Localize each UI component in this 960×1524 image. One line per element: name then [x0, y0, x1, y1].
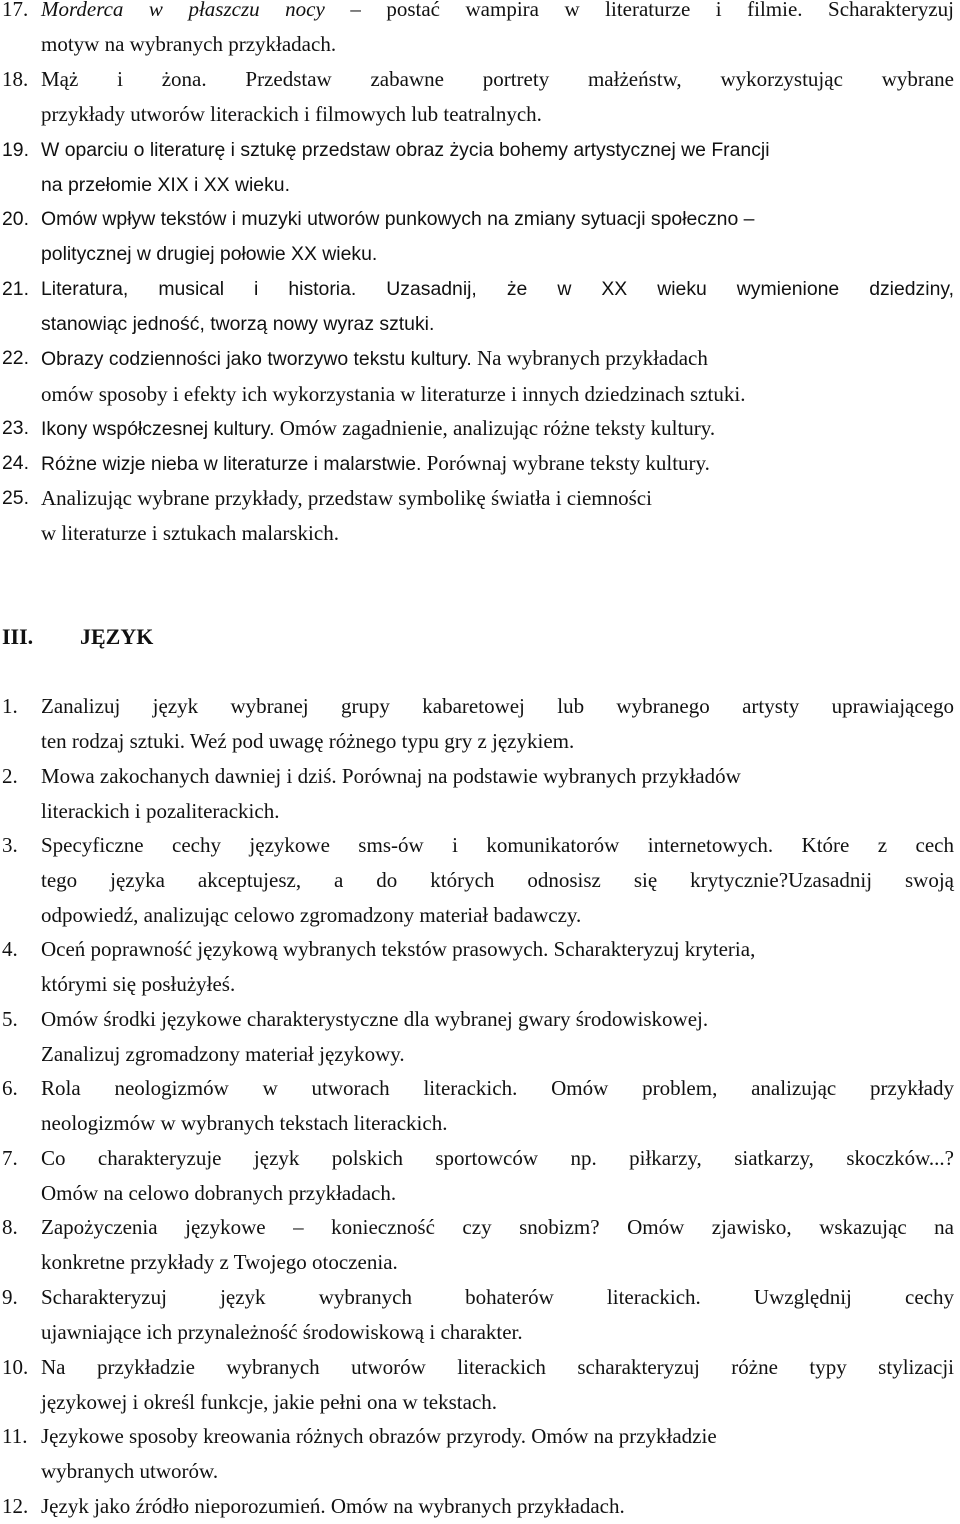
language-item-12: 12. Język jako źródło nieporozumień. Omów na wybranych przykładach. [2, 1489, 954, 1524]
language-item-7: 7. Co charakteryzuje język polskich sportowców np. piłkarzy, siatkarzy, skoczków...? Omów na celowo dobranych przykładach. [2, 1141, 954, 1211]
section-title: JĘZYK [80, 624, 154, 649]
item-number: 5. [2, 1007, 18, 1031]
item-number: 21. [2, 278, 29, 300]
topic-item-25: 25. Analizując wybrane przykłady, przedstaw symbolikę światła i ciemności w literaturze i sztukach malarskich. [2, 481, 954, 551]
section-heading [2, 619, 153, 655]
item-number: 18. [2, 67, 29, 91]
item-number: 2. [2, 764, 18, 788]
item-number: 22. [2, 347, 29, 369]
language-item-9: 9. Scharakteryzuj język wybranych bohaterów literackich. Uwzględnij cechy ujawniające ich przynależność środowiskową i charakter. [2, 1280, 954, 1350]
topic-item-18: 18. Mąż i żona. Przedstaw zabawne portrety małżeństw, wykorzystując wybrane przykłady utworów literackich i filmowych lub teatralnych. [2, 62, 954, 132]
language-item-11: 11. Językowe sposoby kreowania różnych obrazów przyrody. Omów na przykładzie wybranych utworów. [2, 1419, 954, 1489]
topic-item-19: 19. W oparciu o literaturę i sztukę przedstaw obraz życia bohemy artystycznej we Francji na przełomie XIX i XX wieku. [2, 133, 954, 203]
item-number: 4. [2, 937, 18, 961]
item-number: 17. [2, 0, 29, 21]
topic-item-24: 24. Różne wizje nieba w literaturze i malarstwie. Porównaj wybrane teksty kultury. [2, 446, 954, 482]
item-number: 6. [2, 1076, 18, 1100]
language-item-8: 8. Zapożyczenia językowe – konieczność czy snobizm? Omów zjawisko, wskazując na konkretne przykłady z Twojego otoczenia. [2, 1210, 954, 1280]
topic-item-21: 21. Literatura, musical i historia. Uzasadnij, że w XX wieku wymienione dziedziny, stanowiąc jedność, tworzą nowy wyraz sztuki. [2, 272, 954, 342]
language-item-1: 1. Zanalizuj język wybranej grupy kabaretowej lub wybranego artysty uprawiającego ten rodzaj sztuki. Weź pod uwagę różnego typu gry z językiem. [2, 689, 954, 759]
language-item-3: 3. Specyficzne cechy językowe sms-ów i komunikatorów internetowych. Które z cech tego języka akceptujesz, a do których odnosisz się krytycznie?Uzasadnij swoją odpowiedź, analizując celowo zgromadzony materiał badawczy. [2, 828, 954, 932]
language-item-2: 2. Mowa zakochanych dawniej i dziś. Porównaj na podstawie wybranych przykładów literackich i pozaliterackich. [2, 759, 954, 829]
item-title-italic: Morderca w płaszczu nocy [41, 0, 325, 21]
item-number: 7. [2, 1146, 18, 1170]
item-number: 23. [2, 417, 29, 439]
item-number: 24. [2, 452, 29, 474]
language-item-6: 6. Rola neologizmów w utworach literackich. Omów problem, analizując przykłady neologizmów w wybranych tekstach literackich. [2, 1071, 954, 1141]
language-item-5: 5. Omów środki językowe charakterystyczne dla wybranej gwary środowiskowej. Zanalizuj zgromadzony materiał językowy. [2, 1002, 954, 1072]
item-number: 3. [2, 833, 18, 857]
item-number: 9. [2, 1285, 18, 1309]
item-number: 1. [2, 694, 18, 718]
item-number: 12. [2, 1494, 29, 1518]
item-number: 10. [2, 1355, 29, 1379]
language-item-10: 10. Na przykładzie wybranych utworów literackich scharakteryzuj różne typy stylizacji językowej i określ funkcje, jakie pełni ona w tekstach. [2, 1350, 954, 1420]
item-number: 8. [2, 1215, 18, 1239]
topic-item-20: 20. Omów wpływ tekstów i muzyki utworów punkowych na zmiany sytuacji społeczno – politycznej w drugiej połowie XX wieku. [2, 202, 954, 272]
item-number: 19. [2, 139, 29, 161]
topic-item-17: 17. Morderca w płaszczu nocy – postać wampira w literaturze i filmie. Scharakteryzuj motyw na wybranych przykładach. [2, 0, 954, 62]
item-number: 25. [2, 487, 29, 509]
item-number: 11. [2, 1424, 28, 1448]
topic-item-23: 23. Ikony współczesnej kultury. Omów zagadnienie, analizując różne teksty kultury. [2, 411, 954, 447]
section-number: III. [2, 624, 34, 649]
topic-item-22: 22. Obrazy codzienności jako tworzywo tekstu kultury. Na wybranych przykładach omów sposoby i efekty ich wykorzystania w literaturze i innych dziedzinach sztuki. [2, 341, 954, 412]
item-number: 20. [2, 208, 29, 230]
language-item-4: 4. Oceń poprawność językową wybranych tekstów prasowych. Scharakteryzuj kryteria, którymi się posłużyłeś. [2, 932, 954, 1002]
